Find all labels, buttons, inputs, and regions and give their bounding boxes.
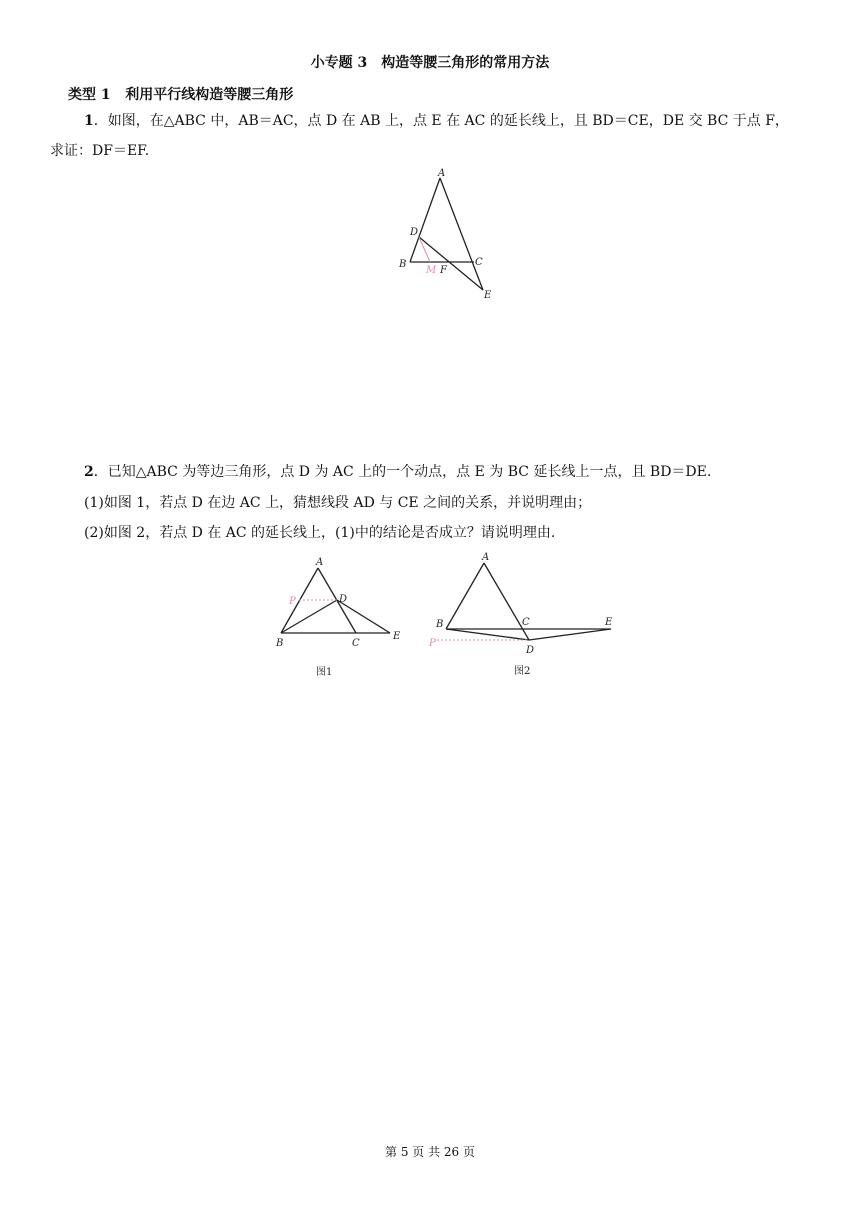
page-footer: 第 5 页 共 26 页 (385, 1145, 475, 1159)
q2-part1: (1)如图 1，若点 D 在边 AC 上，猜想线段 AD 与 CE 之间的关系，并说明理由； (84, 495, 592, 511)
fig1-label-e: E (393, 631, 401, 642)
q1-line1 (84, 111, 789, 131)
fig1-label-b: B (276, 638, 284, 649)
fig2-label-e: E (605, 617, 613, 628)
q2-text: ．已知△ABC 为等边三角形，点 D 为 AC 上的一个动点，点 E 为 BC 延长线上一点，且 BD＝DE. (93, 464, 712, 480)
q1-label-c: C (475, 257, 483, 268)
q1-figure (390, 165, 500, 300)
fig2-caption: 图2 (514, 666, 531, 677)
fig1-label-c: C (352, 638, 360, 649)
q2-figure-1 (272, 553, 412, 683)
q2-figure-2 (425, 548, 620, 683)
fig2-lines (446, 563, 611, 640)
fig1-label-d: D (339, 594, 348, 605)
q1-label-f: F (440, 265, 447, 276)
q2-number: 2 (84, 464, 94, 480)
q1-number: 1 (84, 113, 94, 129)
section-heading (68, 84, 293, 104)
q2-line1 (84, 462, 711, 482)
q1-line2: 求证：DF＝EF. (50, 143, 150, 159)
fig2-label-c: C (522, 617, 530, 628)
section-title: 利用平行线构造等腰三角形 (125, 87, 294, 103)
fig1-label-p: P (289, 596, 296, 607)
q1-label-a: A (438, 168, 446, 179)
fig1-label-a: A (316, 557, 324, 568)
q1-text: ．如图，在△ABC 中，AB＝AC，点 D 在 AB 上，点 E 在 AC 的延长线上，且 BD＝CE，DE 交 BC 于点 F， (93, 113, 789, 129)
fig1-caption: 图1 (316, 667, 333, 678)
fig2-label-b: B (436, 619, 444, 630)
section-label: 类型 1 (68, 87, 111, 103)
fig2-label-p: P (429, 638, 436, 649)
fig2-label-d: D (526, 645, 535, 656)
q1-label-m: M (426, 265, 437, 276)
q1-label-d: D (410, 227, 419, 238)
q2-part2: (2)如图 2，若点 D 在 AC 的延长线上，(1)中的结论是否成立？请说明理由. (84, 525, 556, 541)
q1-label-e: E (484, 290, 492, 300)
page-title: 小专题 3 构造等腰三角形的常用方法 (310, 55, 550, 71)
q1-label-b: B (399, 259, 407, 270)
fig2-label-a: A (482, 552, 490, 563)
